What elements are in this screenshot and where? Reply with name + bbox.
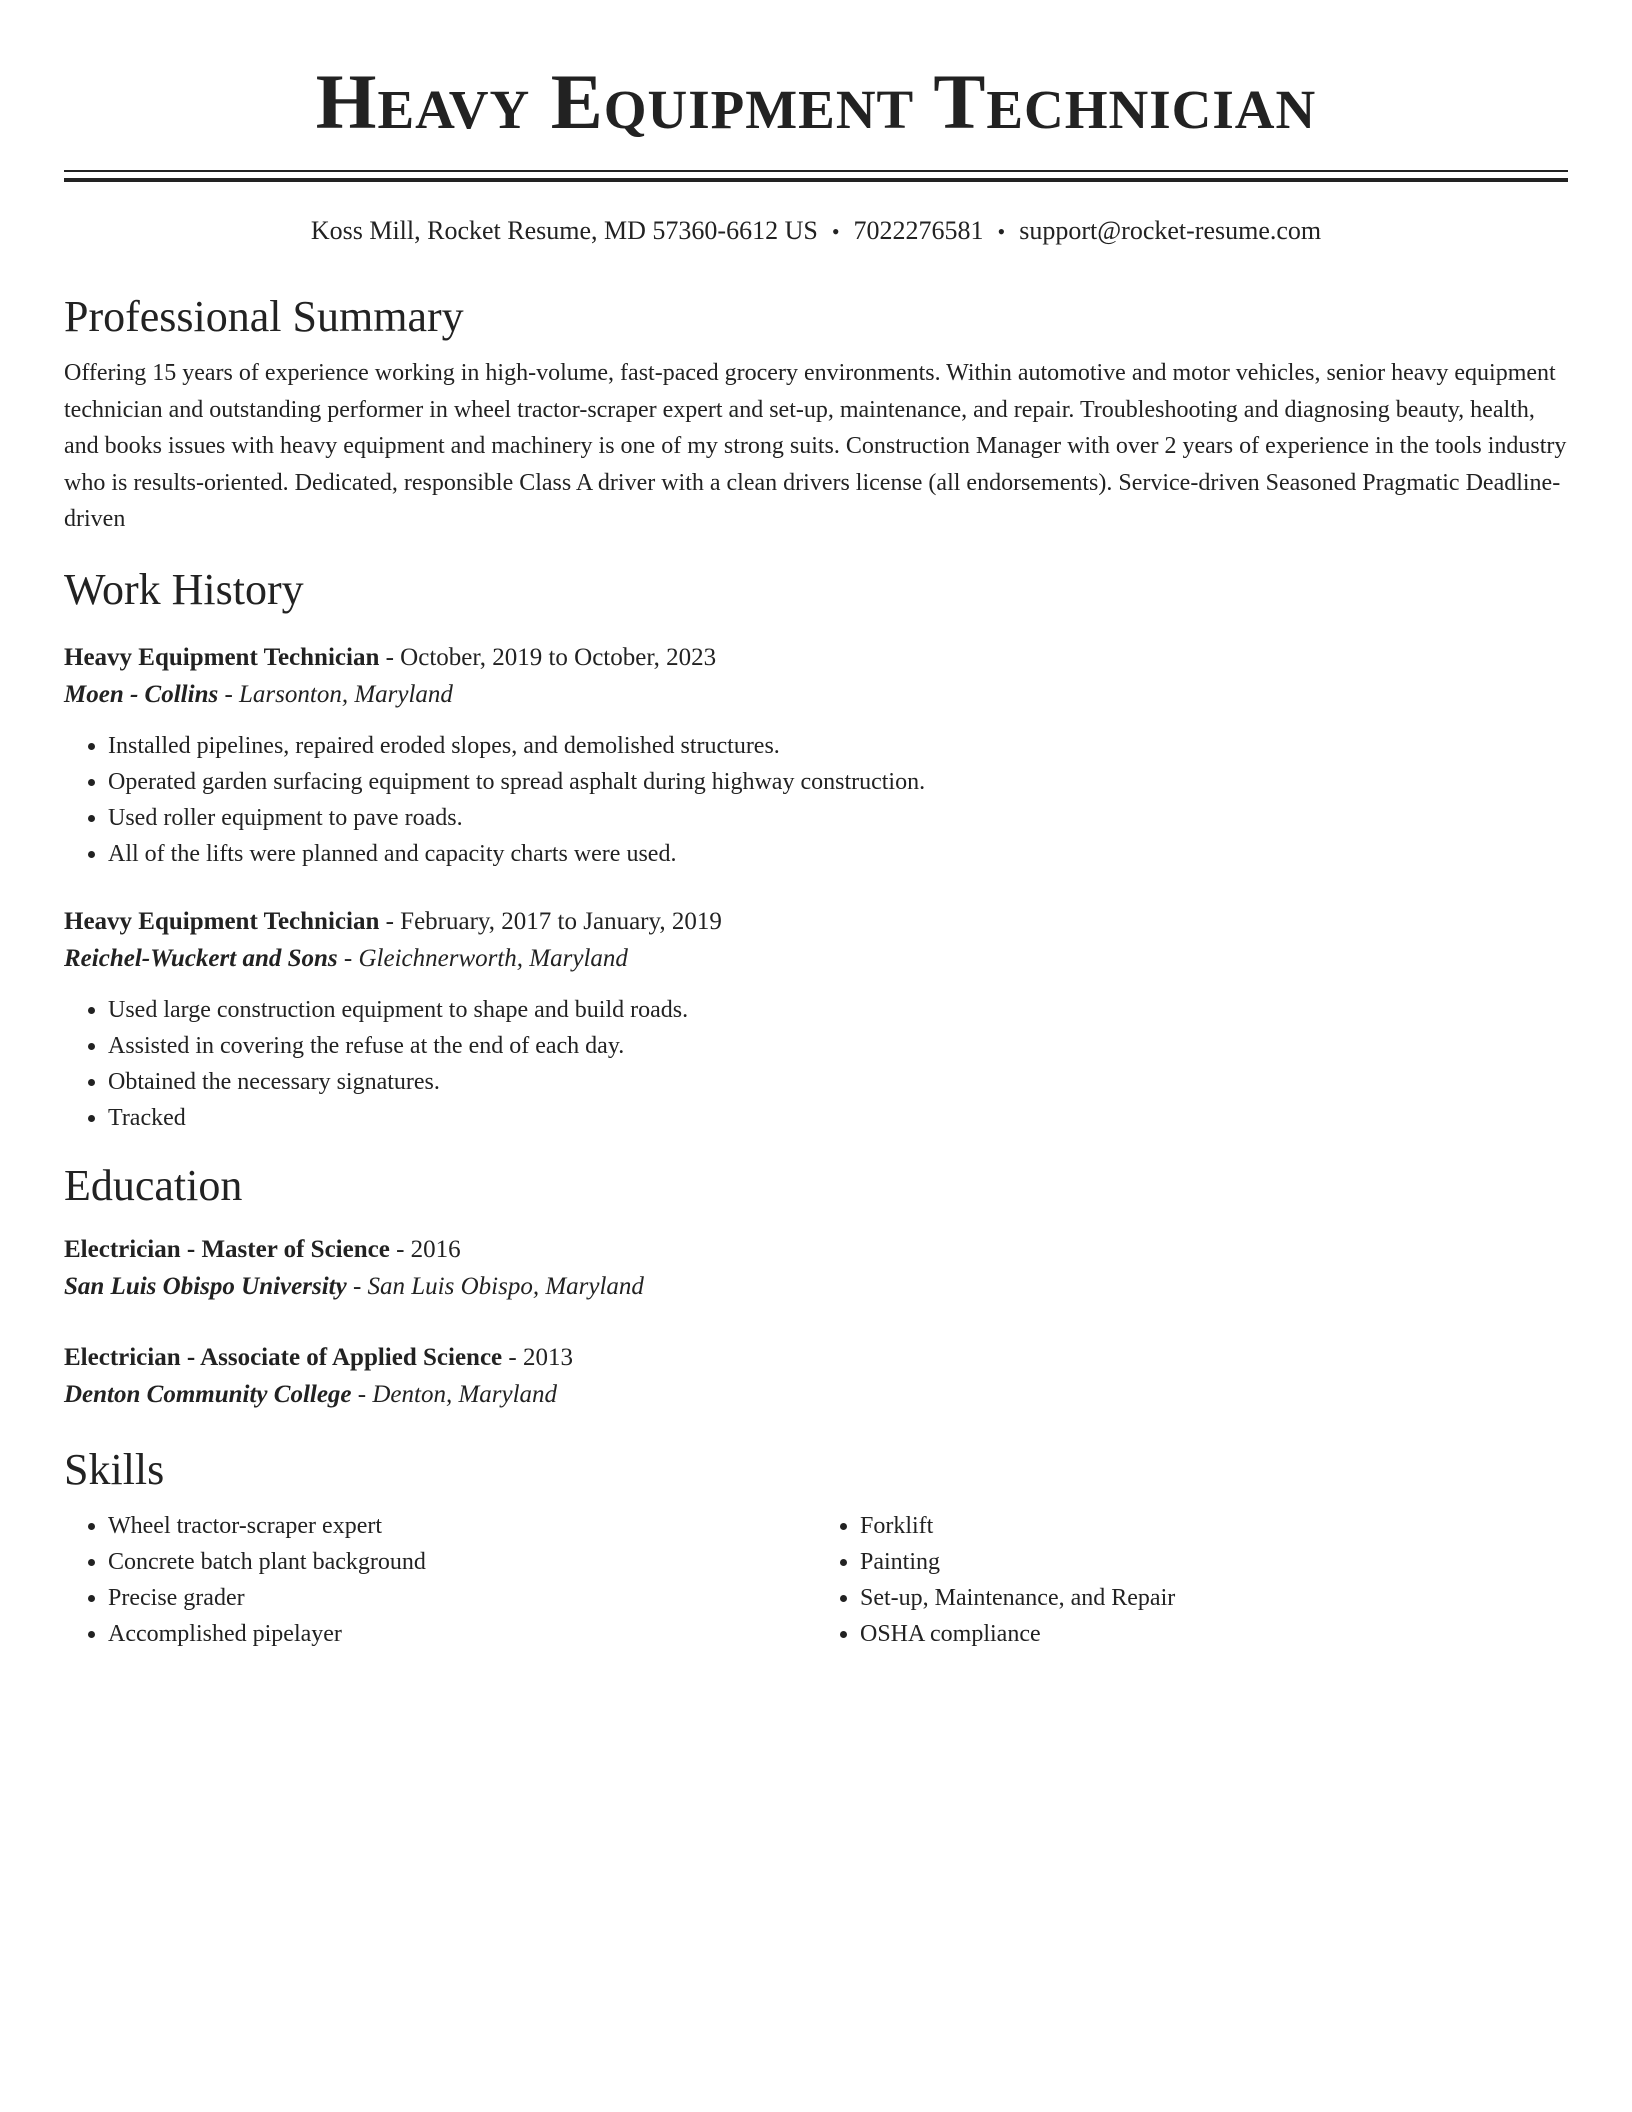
title-rule-thin [64, 170, 1568, 172]
contact-phone: 7022276581 [853, 216, 984, 245]
job-bullet: • Used large construction equipment to shape and build roads. [108, 992, 1568, 1028]
skills-column-right [816, 1508, 1568, 1652]
job-company: Moen - Collins [64, 680, 219, 708]
skill-item: • Forklift [860, 1508, 1568, 1544]
job-bullet: • Installed pipelines, repaired eroded slopes, and demolished structures. [108, 728, 1568, 764]
job-company-line [64, 940, 1568, 978]
education-degree: Electrician - Master of Science [64, 1235, 390, 1263]
job-bullets [64, 728, 1568, 872]
contact-address: Koss Mill, Rocket Resume, MD 57360-6612 US [310, 216, 818, 245]
education-entry [64, 1340, 1568, 1414]
job-bullet: • Tracked [108, 1100, 1568, 1136]
job-company-line [64, 676, 1568, 714]
job-company: Reichel-Wuckert and Sons [64, 944, 338, 972]
job-bullet: • All of the lifts were planned and capacity charts were used. [108, 836, 1568, 872]
education-degree-line [64, 1340, 1568, 1376]
skills-heading: Skills [64, 1444, 165, 1494]
job-dates: - October, 2019 to October, 2023 [379, 643, 717, 671]
job-bullet: • Obtained the necessary signatures. [108, 1064, 1568, 1100]
education-school: San Luis Obispo University [64, 1272, 347, 1300]
contact-separator: • [997, 219, 1006, 244]
summary-heading: Professional Summary [64, 292, 464, 341]
skills-grid [64, 1508, 1568, 1652]
contact-separator: • [831, 219, 840, 244]
job-location: - Larsonton, Maryland [218, 680, 453, 708]
summary-section [64, 291, 1568, 538]
job-title-line [64, 904, 1568, 940]
job-entry [64, 904, 1568, 1136]
education-location: - San Luis Obispo, Maryland [346, 1272, 644, 1300]
job-bullets [64, 992, 1568, 1136]
education-school-line [64, 1268, 1568, 1306]
contact-email: support@rocket-resume.com [1019, 216, 1322, 245]
work-history-heading: Work History [64, 564, 304, 614]
skill-item: • Concrete batch plant background [108, 1544, 816, 1580]
skills-section [64, 1444, 1568, 1652]
skill-item: • Precise grader [108, 1580, 816, 1616]
skill-item: • Accomplished pipelayer [108, 1616, 816, 1652]
job-bullet: • Operated garden surfacing equipment to spread asphalt during highway construction. [108, 764, 1568, 800]
education-year: - 2016 [389, 1235, 461, 1263]
skill-item: • Painting [860, 1544, 1568, 1580]
job-title-line [64, 640, 1568, 676]
education-school-line [64, 1376, 1568, 1414]
education-location: - Denton, Maryland [351, 1380, 558, 1408]
job-bullet: • Assisted in covering the refuse at the end of each day. [108, 1028, 1568, 1064]
contact-line [64, 214, 1568, 249]
job-entry [64, 640, 1568, 872]
education-degree-line [64, 1232, 1568, 1268]
job-dates: - February, 2017 to January, 2019 [379, 907, 722, 935]
skill-item: • Wheel tractor-scraper expert [108, 1508, 816, 1544]
job-role: Heavy Equipment Technician [64, 643, 380, 671]
education-section [64, 1160, 1568, 1414]
job-bullet: • Used roller equipment to pave roads. [108, 800, 1568, 836]
work-history-section [64, 564, 1568, 1136]
skill-item: • Set-up, Maintenance, and Repair [860, 1580, 1568, 1616]
job-location: - Gleichnerworth, Maryland [337, 944, 628, 972]
skill-item: • OSHA compliance [860, 1616, 1568, 1652]
education-year: - 2013 [502, 1343, 573, 1371]
job-role: Heavy Equipment Technician [64, 907, 380, 935]
education-heading: Education [64, 1160, 243, 1210]
education-degree: Electrician - Associate of Applied Science [64, 1343, 503, 1371]
education-school: Denton Community College [64, 1380, 352, 1408]
resume-title: Heavy Equipment Technician [315, 58, 1317, 145]
education-entry [64, 1232, 1568, 1306]
summary-text: Offering 15 years of experience working in high-volume, fast-paced grocery environments. Within automotive and motor vehicles, senior heavy equipment technician and outstanding performer in wheel tractor-scraper expert and set-up, maintenance, and repair. Troubleshooting and diagnosing beauty, health, and books issues with heavy equipment and machinery is one of my strong suits. Construction Manager with over 2 years of experience in the tools industry who is results-oriented. Dedicated, responsible Class A driver with a clean drivers license (all endorsements). Service-driven Seasoned Pragmatic Deadline-driven [64, 360, 1567, 532]
title-rule-thick [64, 178, 1568, 182]
skills-column-left [64, 1508, 816, 1652]
